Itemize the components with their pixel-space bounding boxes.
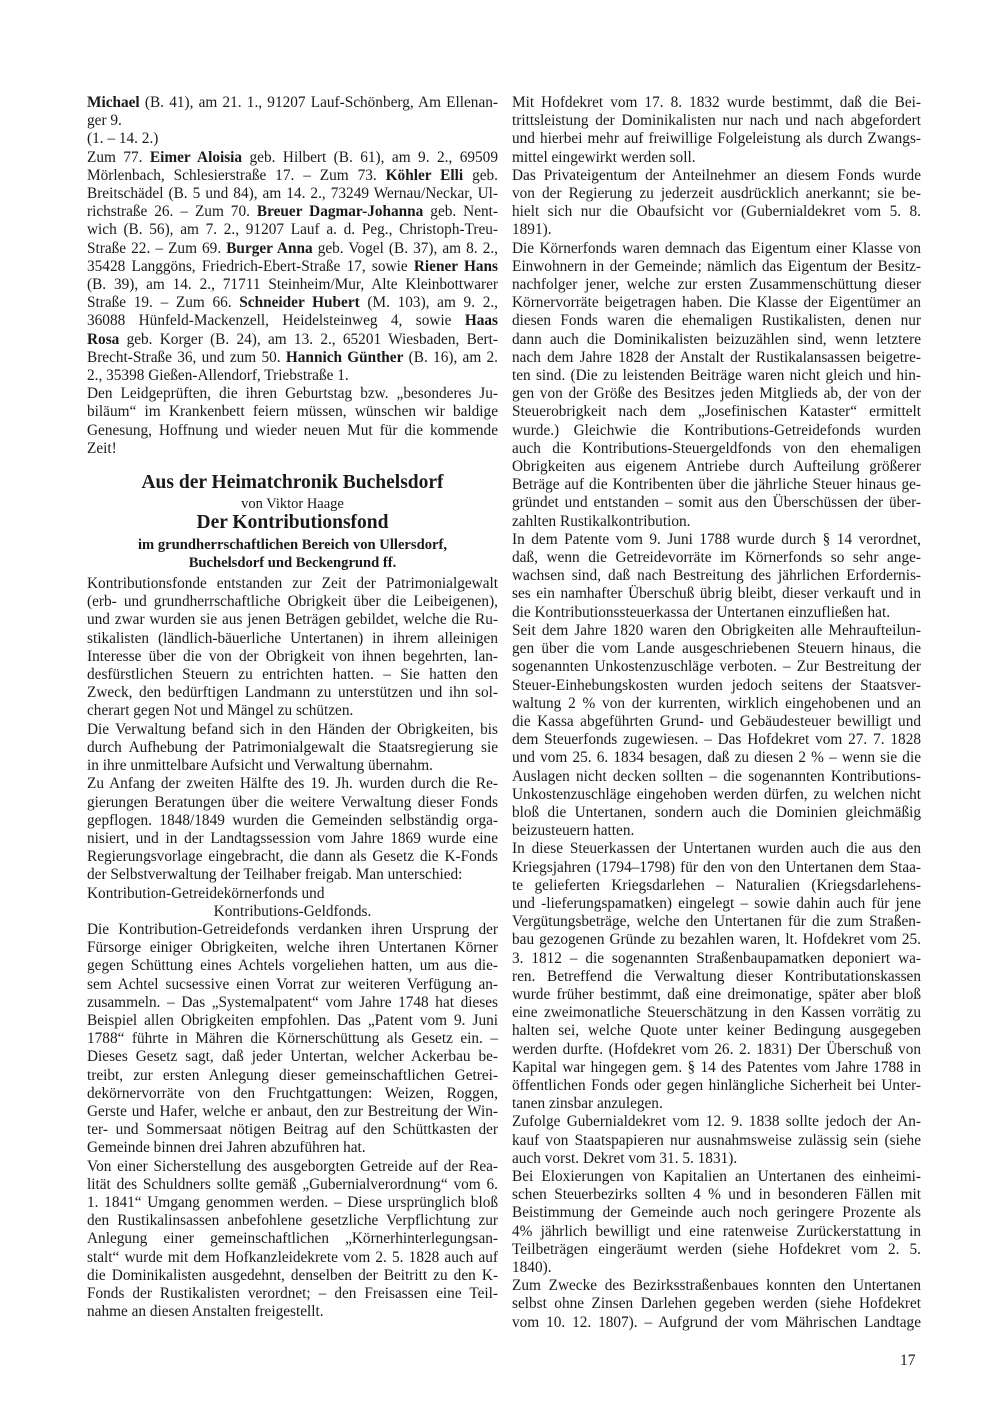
text-line: Gemeinde binnen drei Jahren abzuführen hat. [87, 1139, 366, 1157]
text-line: Fonds der Rustikalisten verordnet; – den Freisassen eine Teil- [87, 1284, 498, 1302]
text-line: 1. 1841“ Umgang genommen werden. – Diese ursprünglich bloß [87, 1193, 498, 1211]
section-heading: Aus der Heimatchronik Buchelsdorf [141, 472, 444, 494]
text-run: (M. 103), am 9. 2., [359, 294, 498, 312]
text-line [87, 203, 498, 221]
text-run: geb. [463, 166, 498, 184]
text-line: Mit Hofdekret vom 17. 8. 1832 wurde bestimmt, daß die Bei- [512, 94, 921, 111]
text-line: eine zweimonatliche Steuerschätzung in den Kassen vorrätig zu [512, 1004, 921, 1022]
text-line [87, 94, 498, 112]
centered-line: Kontributions-Geldfonds. [213, 902, 372, 920]
text-line: gepflogen. 1848/1849 wurden die Gemeinden selbständig orga- [87, 811, 498, 829]
text-line: dann auch die Dominikalisten beizuzählen sind, wenn letztere [512, 330, 921, 348]
paragraph [512, 622, 921, 840]
author-line: von Viktor Haage [241, 496, 344, 513]
text-line: Vergütungsbeträge, welche den Untertanen für die zum Straßen- [512, 913, 921, 931]
paragraph [512, 531, 921, 622]
text-line: der Selbstverwaltung der Teilhaber freigab. Man unterschied: [87, 866, 463, 884]
text-line: gen über die vom Lande ausgeschriebenen Steuern hinaus, die [512, 640, 921, 658]
text-line: die Kontributionssteuerkassa der Untertanen einzufließen hat. [512, 603, 891, 621]
text-run: geb. Nent- [423, 203, 499, 221]
text-line: Unkostenzuschläge eingehoben werden dürfen, zu welchen nicht [512, 785, 921, 803]
text-line: Den Leidgeprüften, die ihren Geburtstag bzw. „besonderes Ju- [87, 385, 498, 403]
text-line [87, 294, 498, 312]
text-line: Einwohnern in der Gemeinde; nämlich das Eigentum der Besitz- [512, 257, 921, 275]
text-line: hielt sich nur die Obaufsicht vor (Gubernialdekret vom 5. 8. [512, 203, 921, 221]
text-line: zahlten Rustikalkontribution. [512, 512, 691, 530]
text-line: und hierbei mehr auf freiwillige Folgeleistung als durch Zwangs- [512, 130, 921, 148]
text-line: waltung 2 % von der kurrenten, wirklich eingehobenen und an [512, 694, 921, 712]
text-line: Die Körnerfonds waren demnach das Eigentum einer Klasse von [512, 239, 921, 257]
text-line: auch vorst. Dekret vom 31. 5. 1831). [512, 1149, 738, 1167]
text-line: Zeit! [87, 439, 117, 457]
text-line: Die Verwaltung befand sich in den Händen der Obrigkeiten, bis [87, 720, 498, 738]
subtitle-line: im grundherrschaftlichen Bereich von Ullersdorf, [137, 537, 447, 554]
text-run: Straße 22. – Zum 69. [87, 239, 227, 257]
text-line [87, 149, 498, 167]
text-line: nach dem Jahre 1828 der Anstalt der Rustikalansassen beigetre- [512, 348, 921, 366]
text-line: bloß die Untertanen, sondern auch die Dominien gleichmäßig [512, 803, 921, 821]
paragraph [87, 885, 498, 903]
text-line [87, 331, 498, 349]
text-line: und -lieferungspamatken) eingelegt – sowie dahin auch für jene [512, 894, 921, 912]
bold-name: Burger Anna [226, 239, 313, 257]
text-line: öffentlichen Fonds oder gegen hinlängliche Sicherheit bei Unter- [512, 1076, 921, 1094]
bold-name: Michael [87, 94, 140, 111]
text-line: auch die Kontributions-Steuergeldfonds von den ehemaligen [512, 439, 921, 457]
text-line: halten sei, welche Quote unter keiner Bedingung ausgegeben [512, 1022, 921, 1040]
bold-name: Haas [464, 312, 498, 330]
text-run: 36088 Hünfeld-Mackenzell, Heidelsteinweg 4, sowie [87, 312, 465, 330]
text-line: Beträge auf die Kontribenten über die jährliche Steuer hinaus ge- [512, 476, 921, 494]
text-line: ren. Betreffend die Verwaltung dieser Kontributationskassen [512, 967, 921, 985]
text-line: Zu Anfang der zweiten Hälfte des 19. Jh. wurden durch die Re- [87, 775, 498, 793]
text-line: schen Steuerbezirks sollten 4 % und in besonderen Fällen mit [512, 1186, 921, 1204]
text-line: tanen zinsbar anzulegen. [512, 1095, 663, 1113]
paragraph [87, 775, 498, 884]
text-line [87, 312, 498, 330]
text-line: 3. 1812 – die sogenannten Straßenbaupamatken deponiert wa- [512, 949, 921, 967]
text-run: Brecht-Straße 36, und zum 50. [87, 348, 286, 366]
text-run: (B. 16), am 2. [403, 348, 498, 366]
text-line: in ihre unmittelbare Aufsicht und Verwaltung übernahm. [87, 757, 433, 775]
article-title: Der Kontributionsfond [196, 512, 389, 534]
paragraph [87, 94, 498, 130]
text-line: wachsen sind, daß nach Bestreitung des jährlichen Erfordernis- [512, 567, 921, 585]
text-line: Kapital war hingegen gem. § 14 des Patentes vom Jahre 1788 in [512, 1058, 921, 1076]
text-run: Straße 19. – Zum 66. [87, 294, 240, 312]
text-line: biläum“ im Krankenbett feiern müssen, wünschen wir baldige [87, 403, 498, 421]
text-line: und zwar wurden sie aus jenen Beträgen gebildet, welche die Ru- [87, 611, 498, 629]
text-line: Zum Zwecke des Bezirksstraßenbaues konnten den Untertanen [512, 1277, 921, 1295]
left-column [87, 94, 498, 1321]
text-line: Auslagen nicht decken sollten – die sogenannten Kontributions- [512, 767, 921, 785]
text-line [87, 349, 498, 367]
text-line: den Rustikalinsassen anbefohlene gesetzliche Verpflichtung zur [87, 1212, 498, 1230]
text-line: die Kassa abgeführten Grund- und Gebäudesteuer bewilligt und [512, 712, 921, 730]
text-line: gen von der Größe des Besitzes jeden Mitglieds ab, der von der [512, 385, 921, 403]
text-line: Regierungsvorlage eingebracht, die dann als Gesetz die K-Fonds [87, 848, 498, 866]
text-line [87, 240, 498, 258]
text-line: In dem Patente vom 9. Juni 1788 wurde durch § 14 verordnet, [512, 530, 921, 548]
text-run: geb. Korger (B. 24), am 13. 2., 65201 Wiesbaden, Bert- [119, 330, 498, 348]
text-line: wurde.) Gleichwie die Kontributions-Getreidefonds wurden [512, 421, 921, 439]
text-line: wurde früher bestimmt, daß eine dreimonatige, später aber bloß [512, 985, 921, 1003]
text-line: stikalisten (ländlich-bäuerliche Untertanen) in ihrem alleinigen [87, 629, 498, 647]
article-subtitle [87, 537, 498, 572]
text-line: sogenannten Unkostenzuschläge verboten. – Zur Bestreitung der [512, 658, 921, 676]
text-line: selbst ohne Zinsen Darlehen gegeben werden (siehe Hofdekret [512, 1295, 921, 1313]
paragraph [87, 385, 498, 458]
text-line: te gelieferten Kriegsdarlehen – Naturalien (Kriegsdarlehens- [512, 876, 921, 894]
text-line: dem Steuerfonds zugewiesen. – Das Hofdekret vom 27. 7. 1828 [512, 731, 921, 749]
text-line [87, 167, 498, 185]
paragraph [87, 721, 498, 776]
text-line: Dieses Gesetz sagt, daß jeder Untertan, welcher Ackerbau be- [87, 1048, 498, 1066]
text-line: treibt, zur ersten Anlegung dieser gemeinschaftlichen Getrei- [87, 1066, 498, 1084]
text-line: von der Regierung zu jederzeit ausdrücklich anerkannt; sie be- [512, 185, 921, 203]
text-line: (erb- und grundherrschaftliche Obrigkeit über die Leibeigenen), [87, 593, 498, 611]
right-column [512, 94, 921, 1332]
text-line [87, 258, 498, 276]
text-line: Das Privateigentum der Anteilnehmer an diesem Fonds wurde [512, 166, 921, 184]
text-line: die Dominikalisten ausgedehnt, denselben der Beitritt zu den K- [87, 1266, 498, 1284]
text-line: Breitschädel (B. 5 und 84), am 14. 2., 73249 Wernau/Neckar, Ul- [87, 185, 498, 203]
text-line: gierungen Beratungen über die weitere Verwaltung dieser Fonds [87, 793, 498, 811]
bold-name: Riener Hans [413, 257, 498, 275]
bold-name: Hannich Günther [285, 348, 404, 366]
page-number: 17 [900, 1352, 916, 1369]
text-run: geb. Vogel (B. 37), am 8. 2., [312, 239, 498, 257]
text-line: Obrigkeiten aus eigenem Antriebe durch Aufteilung größerer [512, 458, 921, 476]
text-line: mittel eingewirkt werden soll. [512, 148, 696, 166]
text-line: nachfolger jener, welche zur ersten Zusammenschüttung dieser [512, 276, 921, 294]
paragraph [87, 921, 498, 1158]
text-line: Bei Eloxierungen von Kapitalien an Untertanen des einheimi- [512, 1167, 921, 1185]
text-run: Mörlenbach, Schlesierstraße 17. – Zum 73. [87, 166, 386, 184]
text-run: Zum 77. [87, 148, 150, 166]
text-line: Gerste und Hafer, welche er anbaut, den zur Bestreitung der Win- [87, 1102, 498, 1120]
text-run: geb. Hilbert (B. 61), am 9. 2., 69509 [242, 148, 498, 166]
paragraph [512, 1113, 921, 1168]
text-line: ses ein namhafter Überschuß übrig bleibt, dieser verkauft und in [512, 585, 921, 603]
text-run: (B. 41), am 21. 1., 91207 Lauf-Schönberg, Am Ellenan- [139, 94, 498, 111]
text-line: Fürsorge einiger Obrigkeiten, welche ihren Untertanen Körner [87, 939, 498, 957]
text-line: durch Aufhebung der Patrimonialgewalt die Staatsregierung sie [87, 738, 498, 756]
text-line: vom 10. 12. 1807). – Aufgrund der vom Mährischen Landtage [512, 1313, 921, 1331]
text-line: Zweck, den bedürftigen Landmann zu unterstützen und ihn sol- [87, 684, 498, 702]
text-line: kauf von Staatspapieren nur ausnahmsweise zulässig sein (siehe [512, 1131, 921, 1149]
text-line: stalt“ wurde mit dem Hofkanzleidekrete vom 2. 5. 1828 auch auf [87, 1248, 498, 1266]
text-line: 1891). [512, 221, 552, 239]
text-line: Steuer-Einhebungskosten wurden jedoch seitens der Staatsver- [512, 676, 921, 694]
text-line: 1788“ führte in Mähren die Körnerschüttung als Gesetz ein. – [87, 1030, 498, 1048]
text-line: (B. 39), am 14. 2., 71711 Steinheim/Mur, Alte Kleinbottwarer [87, 276, 498, 294]
bold-name: Breuer Dagmar-Johanna [256, 203, 424, 221]
text-line: Beispiel allen Obrigkeiten empfohlen. Das „Patent vom 9. Juni [87, 1011, 498, 1029]
paragraph [512, 840, 921, 1113]
text-line: wich (B. 56), am 7. 2., 91207 Lauf a. d. Peg., Christoph-Treu- [87, 221, 498, 239]
text-line: dekörnervorräte von den Fruchtgattungen: Weizen, Roggen, [87, 1084, 498, 1102]
text-line: 1840). [512, 1259, 552, 1276]
text-line: Kontributionsfonde entstanden zur Zeit der Patrimonialgewalt [87, 575, 498, 593]
text-line: ten sind. (Die zu leistenden Beiträge waren nicht gleich und hin- [512, 367, 921, 385]
paragraph [87, 130, 498, 148]
text-line: Kriegsjahren (1794–1798) für den von den Untertanen dem Staa- [512, 858, 921, 876]
text-line: Von einer Sicherstellung des ausgeborgten Getreide auf der Rea- [87, 1157, 498, 1175]
text-line: Genesung, Hoffnung und wieder neuen Mut für die kommende [87, 421, 498, 439]
paragraph [512, 94, 921, 167]
text-line: gegen Schüttung eines Achtels vorgeliehen hatten, um aus die- [87, 957, 498, 975]
text-line: beizusteuern hatten. [512, 822, 635, 840]
text-line: desfürstlichen Steuern zu entrichten hatten. – Sie hatten den [87, 666, 498, 684]
text-line: werden durfte. (Hofdekret vom 26. 2. 1831) Der Überschuß von [512, 1040, 921, 1058]
text-line: ger 9. [87, 112, 122, 130]
text-line: Beistimmung der Gemeinde auch noch geringere Prozente als [512, 1204, 921, 1222]
text-run: 35428 Langgöns, Friedrich-Ebert-Straße 17, sowie [87, 257, 414, 275]
text-line: gründet und entstanden – somit aus den Überschüssen der über- [512, 494, 921, 512]
paragraph [87, 1158, 498, 1322]
text-line: Die Kontribution-Getreidefonds verdanken ihren Ursprung der [87, 920, 498, 938]
text-line: nahme an diesen Anstalten freigestellt. [87, 1303, 324, 1321]
text-line: Interesse über die von der Obrigkeit von ihnen begehrten, lan- [87, 647, 498, 665]
bold-name: Schneider Hubert [239, 294, 360, 312]
paragraph [512, 1277, 921, 1332]
text-line: ter- und Sommersaat nötigen Beitrag auf den Schüttkasten der [87, 1121, 498, 1139]
text-line: In diese Steuerkassen der Untertanen wurden auch die aus den [512, 840, 921, 858]
text-line: diesen Fonds waren die ehemaligen Rustikalisten, denen nur [512, 312, 921, 330]
text-line: cherart gegen Not und Mängel zu schützen. [87, 702, 354, 720]
text-line: bau gezogenen Gründe zu bezahlen waren, lt. Hofdekret vom 25. [512, 931, 921, 949]
text-line: daß, wenn die Getreidevorräte im Körnerfonds so sehr ange- [512, 549, 921, 567]
bold-name: Köhler Elli [385, 166, 464, 184]
text-line: trittsleistung der Dominikalisten nur nach und nach abgefordert [512, 112, 921, 130]
bold-name: Eimer Aloisia [149, 148, 243, 166]
text-line: 2., 35398 Gießen-Allendorf, Triebstraße 1. [87, 367, 349, 385]
subtitle-line: Buchelsdorf und Beckengrund ff. [188, 554, 397, 571]
text-line: und vom 25. 6. 1834 besagen, daß zu diesen 2 % – wenn sie die [512, 749, 921, 767]
text-line: zusammeln. – Das „Systemalpatent“ vom Jahre 1748 hat dieses [87, 993, 498, 1011]
text-line: Steuerobrigkeit nach dem „Josefinischen Kataster“ ermittelt [512, 403, 921, 421]
text-line: lität des Schuldners sollte gemäß „Gubernialverordnung“ vom 6. [87, 1175, 498, 1193]
bold-name: Rosa [87, 330, 120, 348]
text-line: (1. – 14. 2.) [87, 130, 159, 148]
text-line: Zufolge Gubernialdekret vom 12. 9. 1838 sollte jedoch der An- [512, 1113, 921, 1131]
text-line: Seit dem Jahre 1820 waren den Obrigkeiten alle Mehraufteilun- [512, 621, 921, 639]
text-line: Körnervorräte beigetragen haben. Die Klasse der Eigentümer an [512, 294, 921, 312]
text-line: Teilbeträgen eingeräumt werden (siehe Hofdekret vom 2. 5. [512, 1240, 921, 1258]
paragraph [512, 1168, 921, 1277]
paragraph [87, 149, 498, 386]
paragraph [512, 167, 921, 240]
paragraph [87, 575, 498, 721]
text-line: 4% jährlich bewilligt und eine ratenweise Zurückerstattung in [512, 1222, 921, 1240]
paragraph [512, 240, 921, 531]
text-line: Kontribution-Getreidekörnerfonds und [87, 884, 325, 902]
text-line: nisiert, und in der Landtagssession vom Jahre 1869 wurde eine [87, 829, 498, 847]
text-line: Anlegung einer gemeinschaftlichen „Körnerhinterlegungsan- [87, 1230, 498, 1248]
text-line: sem Achtel sucsessive einen Vorrat zur weiteren Verfügung an- [87, 975, 498, 993]
text-run: richstraße 26. – Zum 70. [87, 203, 257, 221]
